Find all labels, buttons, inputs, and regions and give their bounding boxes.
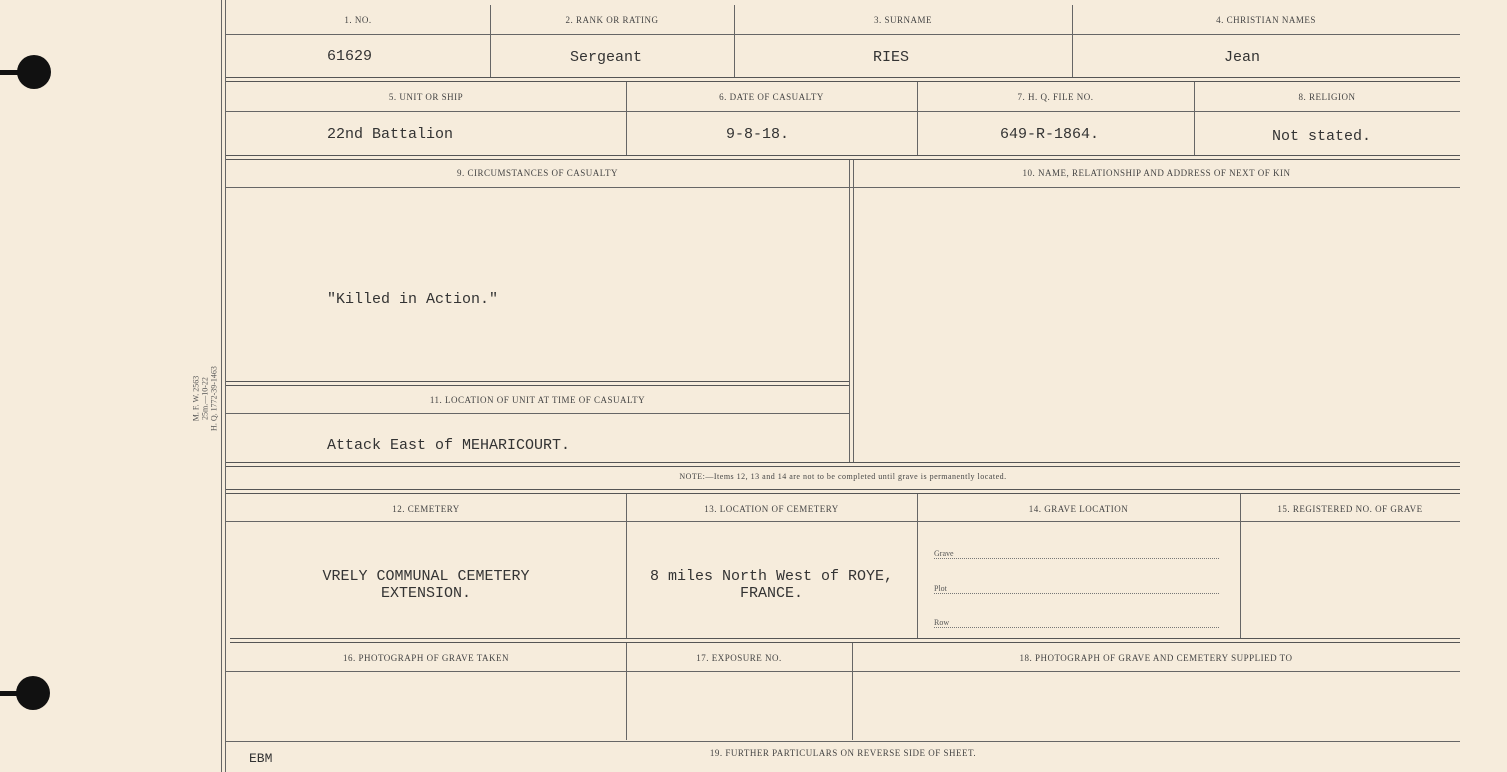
label-surname: 3. SURNAME [873, 15, 932, 25]
label-hq-file: 7. H. Q. FILE NO. [1017, 92, 1094, 102]
unit: 22nd Battalion [327, 126, 454, 143]
label-next-of-kin: 10. NAME, RELATIONSHIP AND ADDRESS OF NEXT OF KIN [1022, 168, 1291, 178]
label-registered-no: 15. REGISTERED NO. OF GRAVE [1277, 504, 1423, 514]
plot-field: Plot [934, 584, 1219, 594]
circumstances: "Killed in Action." [327, 291, 499, 308]
cemetery: VRELY COMMUNAL CEMETERY EXTENSION. [322, 568, 530, 602]
location-of-cemetery: 8 miles North West of ROYE, FRANCE. [649, 568, 894, 602]
binder-hole [17, 55, 51, 89]
label-unit: 5. UNIT OR SHIP [388, 92, 464, 102]
label-further-particulars: 19. FURTHER PARTICULARS ON REVERSE SIDE OF SHEET. [709, 748, 977, 758]
row-field: Row [934, 618, 1219, 628]
label-circumstances: 9. CIRCUMSTANCES OF CASUALTY [457, 168, 618, 178]
label-religion: 8. RELIGION [1298, 92, 1356, 102]
service-number: 61629 [327, 48, 373, 65]
label-rank: 2. RANK OR RATING [565, 15, 659, 25]
label-grave-location: 14. GRAVE LOCATION [1028, 504, 1129, 514]
grave-field: Grave [934, 549, 1219, 559]
note: NOTE:—Items 12, 13 and 14 are not to be completed until grave is permanently located. [679, 472, 1007, 481]
religion: Not stated. [1272, 128, 1372, 145]
label-christian-names: 4. CHRISTIAN NAMES [1216, 15, 1316, 25]
clerk-initials: EBM [249, 751, 273, 766]
binder-hole [16, 676, 50, 710]
hq-file-number: 649-R-1864. [1000, 126, 1100, 143]
christian-names: Jean [1224, 49, 1261, 66]
location-of-unit: Attack East of MEHARICOURT. [327, 437, 571, 454]
label-exposure: 17. EXPOSURE NO. [696, 653, 782, 663]
label-no: 1. NO. [344, 15, 372, 25]
label-date: 6. DATE OF CASUALTY [719, 92, 824, 102]
label-photograph-taken: 16. PHOTOGRAPH OF GRAVE TAKEN [342, 653, 510, 663]
label-supplied-to: 18. PHOTOGRAPH OF GRAVE AND CEMETERY SUPPLIED TO [1019, 653, 1293, 663]
date-of-casualty: 9-8-18. [726, 126, 790, 143]
surname: RIES [873, 49, 910, 66]
rank: Sergeant [570, 49, 643, 66]
label-cemetery: 12. CEMETERY [392, 504, 460, 514]
label-location: 11. LOCATION OF UNIT AT TIME OF CASUALTY [429, 395, 646, 405]
form-reference: M. F. W. 2563 25m.—10-22 H. Q. 1772-39-1463 [191, 366, 219, 431]
label-location-of-cemetery: 13. LOCATION OF CEMETERY [704, 504, 839, 514]
